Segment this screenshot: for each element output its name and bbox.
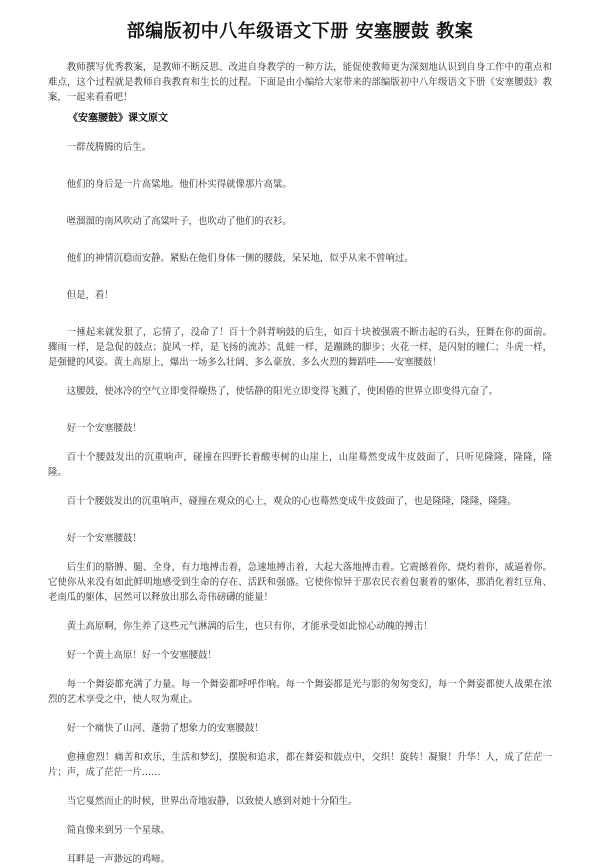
text-paragraph: 但是，看！ xyxy=(66,290,114,301)
text-paragraph: 愈捶愈烈！痛苦和欢乐，生活和梦幻，摆脱和追求，都在舞姿和鼓点中，交织！旋转！凝聚！升华！人，成了茫茫一片；声，成了茫茫一片…… xyxy=(48,752,552,778)
page-title: 部编版初中八年级语文下册 安塞腰鼓 教案 xyxy=(126,21,474,42)
text-paragraph: 他们的神情沉稳而安静。紧贴在他们身体一侧的腰鼓，呆呆地，似乎从来不曾响过。 xyxy=(66,253,414,264)
text-paragraph: 一捶起来就发狠了，忘情了，没命了！百十个斜背响鼓的后生，如百十块被强震不断击起的石头，狂舞在你的面前。骤雨一样，是急促的鼓点；旋风一样，是飞扬的流苏；乱蛙一样，是蹦跳的脚步；火花一样，是闪射的瞳仁；斗虎一样，是强健的风姿。黄土高原上，爆出一场多么壮阔、多么豪放、多么火烈的舞蹈哇——安塞腰鼓！ xyxy=(48,327,552,368)
intro-paragraph: 教师撰写优秀教案，是教师不断反思、改进自身教学的一种方法，能促使教师更为深刻地认识到自身工作中的重点和难点，这个过程就是教师自我教育和生长的过程。下面是由小编给大家带来的部编版初中八年级语文下册《安塞腰鼓》教案，一起来看看吧！ xyxy=(48,62,552,103)
text-paragraph: 好一个安塞腰鼓！ xyxy=(66,423,142,434)
text-paragraph: 百十个腰鼓发出的沉重响声，碰撞在观众的心上，观众的心也蓦然变成牛皮鼓面了，也是隆隆，隆隆，隆隆。 xyxy=(66,496,517,507)
text-paragraph: 简直像来到另一个星球。 xyxy=(66,825,170,836)
text-paragraph: 这腰鼓，使冰冷的空气立即变得燥热了，使恬静的阳光立即变得飞溅了，使困倦的世界立即变得亢奋了。 xyxy=(66,386,499,397)
text-paragraph: 每一个舞姿都充满了力量。每一个舞姿都呼呼作响。每一个舞姿都是光与影的匆匆变幻，每一个舞姿都使人战栗在浓烈的艺术享受之中，使人叹为观止。 xyxy=(48,679,552,705)
text-paragraph: 耳畔是一声渺远的鸡啼。 xyxy=(66,854,170,865)
text-paragraph: 当它戛然而止的时候，世界出奇地寂静，以致使人感到对她十分陌生。 xyxy=(66,796,358,807)
text-paragraph: 好一个黄土高原！好一个安塞腰鼓！ xyxy=(66,650,217,661)
text-paragraph: 黄土高原啊，你生养了这些元气淋漓的后生，也只有你，才能承受如此惊心动魄的搏击！ xyxy=(66,621,433,632)
text-paragraph: 咝溜溜的南风吹动了高粱叶子，也吹动了他们的衣衫。 xyxy=(66,216,292,227)
text-paragraph: 后生们的胳膊、腿、全身，有力地搏击着，急速地搏击着，大起大落地搏击着。它震撼着你，烧灼着你，威逼着你。它使你从来没有如此鲜明地感受到生命的存在、活跃和强盛。它使你惊异于那农民衣着包裹着的躯体，那消化着红豆角、老南瓜的躯体，居然可以释放出那么奇伟磅礴的能量！ xyxy=(48,562,552,603)
text-paragraph: 百十个腰鼓发出的沉重响声，碰撞在四野长着酸枣树的山崖上，山崖蓦然变成牛皮鼓面了，只听见隆隆，隆隆，隆隆。 xyxy=(48,452,552,478)
text-paragraph: 他们的身后是一片高粱地。他们朴实得就像那片高粱。 xyxy=(66,179,292,190)
text-paragraph: 一群茂腾腾的后生。 xyxy=(66,142,152,153)
text-paragraph: 好一个痛快了山河、蓬勃了想象力的安塞腰鼓！ xyxy=(66,723,264,734)
section-title: 《安塞腰鼓》课文原文 xyxy=(68,113,168,124)
text-paragraph: 好一个安塞腰鼓！ xyxy=(66,533,142,544)
